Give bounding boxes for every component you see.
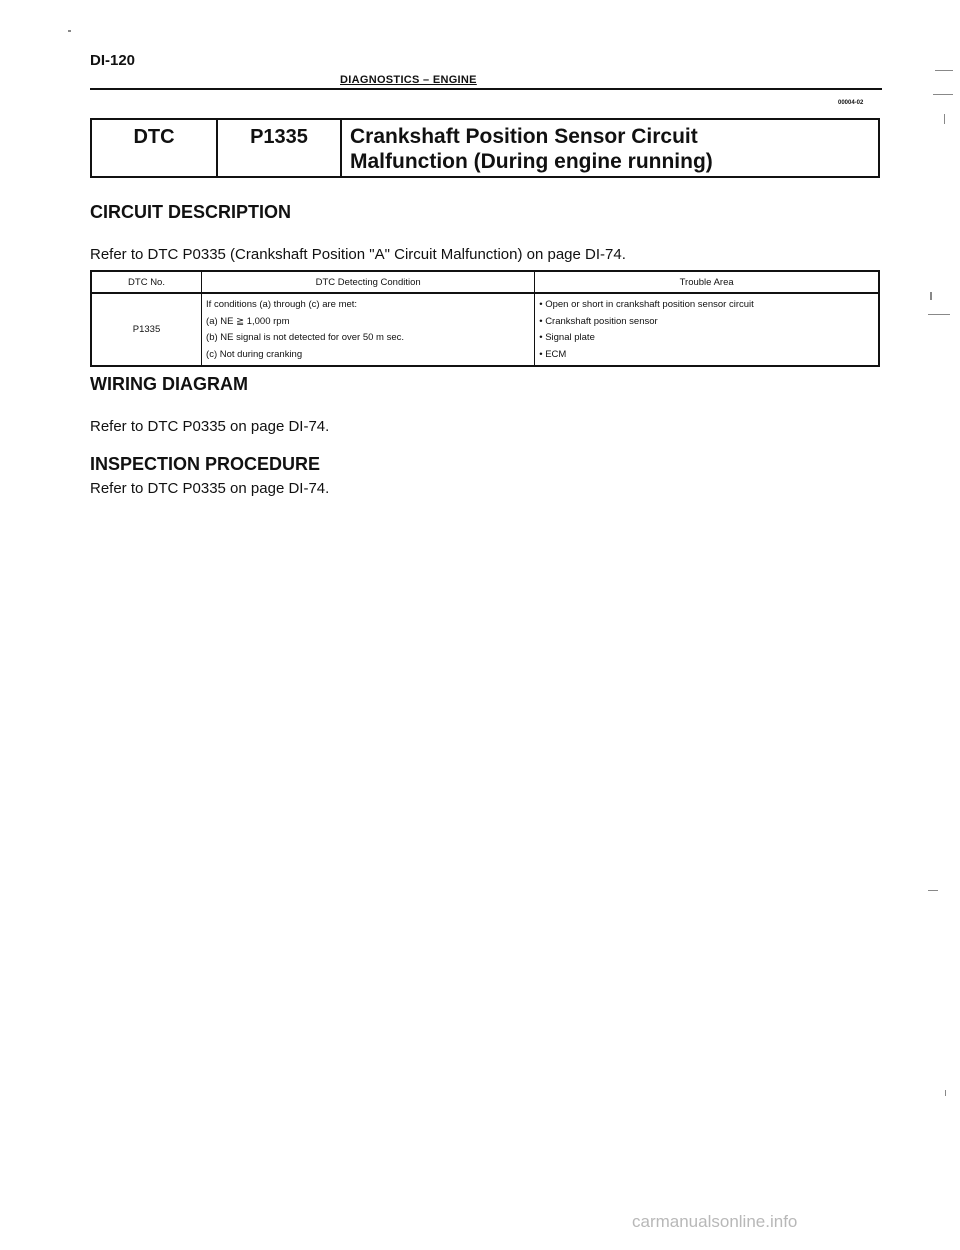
- table-header-row: [91, 271, 879, 293]
- inspection-procedure-heading: INSPECTION PROCEDURE: [90, 454, 321, 474]
- scan-speck: [930, 292, 932, 300]
- condition-b: (b) NE signal is not detected for over 50 m sec.: [206, 332, 405, 343]
- document-code: 00004-02: [838, 100, 864, 106]
- scan-speck: [928, 890, 938, 891]
- header-rule: [90, 88, 882, 90]
- circuit-description-heading: CIRCUIT DESCRIPTION: [90, 202, 292, 222]
- dtc-code: P1335: [218, 120, 342, 176]
- dtc-table: [90, 270, 880, 367]
- dtc-name-line-1: Crankshaft Position Sensor Circuit: [350, 125, 698, 148]
- trouble-area-item: • Crankshaft position sensor: [539, 315, 658, 327]
- condition-intro: If conditions (a) through (c) are met:: [206, 299, 358, 310]
- scan-speck: [944, 114, 945, 124]
- scan-speck: [928, 314, 950, 315]
- condition-c: (c) Not during cranking: [206, 348, 303, 360]
- inspection-procedure-text: Refer to DTC P0335 on page DI-74.: [90, 480, 330, 497]
- watermark: carmanualsonline.info: [632, 1212, 798, 1231]
- scan-speck: [935, 70, 953, 71]
- trouble-area-cell: [535, 293, 879, 366]
- section-header: DIAGNOSTICS – ENGINE: [340, 74, 477, 86]
- dtc-number-cell: P1335: [91, 293, 202, 366]
- detecting-condition-cell: [202, 293, 535, 366]
- trouble-area-item: • Open or short in crankshaft position sensor circuit: [539, 299, 754, 310]
- trouble-area-item: • ECM: [539, 348, 567, 360]
- dtc-label: DTC: [92, 120, 218, 176]
- dtc-name: [342, 120, 878, 176]
- wiring-diagram-text: Refer to DTC P0335 on page DI-74.: [90, 418, 330, 435]
- trouble-area-item: • Signal plate: [539, 332, 595, 343]
- page-number: DI-120: [90, 52, 136, 69]
- circuit-description-text: Refer to DTC P0335 (Crankshaft Position "A" Circuit Malfunction) on page DI-74.: [90, 246, 626, 263]
- column-header-dtc-no: DTC No.: [91, 271, 202, 293]
- column-header-detecting-condition: DTC Detecting Condition: [202, 271, 535, 293]
- scan-speck: [933, 94, 953, 95]
- column-header-trouble-area: Trouble Area: [535, 271, 879, 293]
- condition-a: (a) NE ≧ 1,000 rpm: [206, 315, 290, 327]
- dtc-name-line-2: Malfunction (During engine running): [350, 150, 713, 173]
- table-row: [91, 293, 879, 366]
- scan-speck: [945, 1090, 946, 1096]
- dtc-title-box: [90, 118, 880, 178]
- scan-speck: [68, 30, 71, 32]
- wiring-diagram-heading: WIRING DIAGRAM: [90, 374, 248, 394]
